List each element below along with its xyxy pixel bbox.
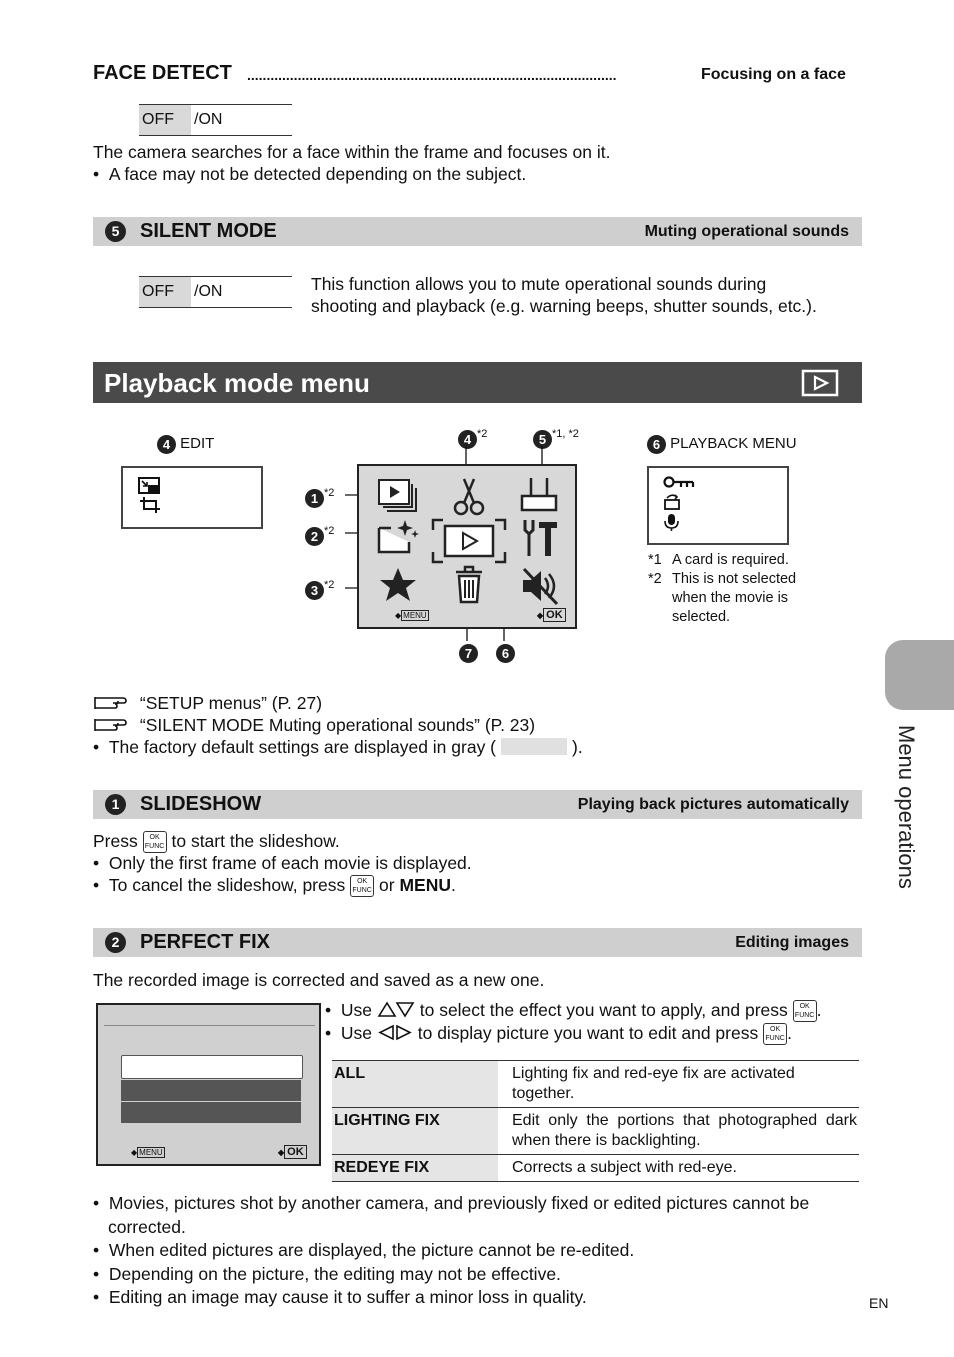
section-number: 2 [105,932,126,953]
setup-tools-icon [519,518,559,558]
table-row [332,1061,859,1108]
table-key: REDEYE FIX [332,1155,498,1182]
callout-1: 1 $^{*2}$ [305,484,334,508]
note-line: when the movie is [672,590,789,606]
table-key: LIGHTING FIX [332,1108,498,1155]
section-title: PERFECT FIX [140,931,271,953]
callout-6: 6 [496,643,515,663]
factory-default-note: • The factory default settings are displayed in gray ( ). [93,737,583,757]
slideshow-header [93,790,862,819]
section-number: 5 [105,221,126,242]
scissors-icon [452,476,486,516]
up-down-arrows-icon [377,1001,415,1018]
callout-7: 7 [459,643,478,663]
list-item: • Depending on the picture, the editing may not be effective. [93,1263,561,1284]
section-number: 1 [105,794,126,815]
perfect-fix-screen [96,1003,321,1166]
callout-5: 5 $^{*1, *2}$ [533,425,579,449]
table-key: ALL [332,1061,498,1108]
menu-back-hint: ◆ MENU [131,1148,163,1157]
note-line: selected. [672,609,731,625]
silent-mode-desc-1: This function allows you to mute operational sounds during [311,274,767,294]
ok-func-key-icon: OK FUNC [793,1000,817,1022]
face-detect-bullet: • A face may not be detected depending on the subject. [93,164,527,184]
side-tab-label: Menu operations [894,725,919,889]
erase-trash-icon [453,564,485,604]
slideshow-bullet-2: • To cancel the slideshow, press OK FUNC or MENU. [93,874,456,897]
ok-hint: ◆ OK [278,1146,307,1159]
favorite-star-icon [379,566,417,604]
section-subtitle: Playing back pictures automatically [577,796,849,813]
ok-func-key-icon: OK FUNC [350,875,374,897]
silent-mode-icon [519,566,561,606]
edit-label: 4 EDIT [157,434,214,454]
menu-back-hint: ◆ MENU [395,611,427,620]
ok-func-key-icon: OK FUNC [763,1023,787,1045]
ok-func-key-icon: OK FUNC [143,831,167,853]
playback-menu-label: 6 PLAYBACK MENU [647,434,797,454]
diagram-notes [648,551,796,627]
note-line: *1 A card is required. [648,552,789,568]
playback-menu-screen [357,464,577,629]
callout-4: 4 $^{*2}$ [458,425,487,449]
playback-submenu-box [647,466,789,545]
option-off: OFF [139,105,191,135]
table-row [332,1155,859,1182]
option-off: OFF [139,277,191,307]
list-item: • Movies, pictures shot by another camera, and previously fixed or edited pictures cannot be [93,1193,810,1213]
reference-1: “SETUP menus” (P. 27) [93,692,322,714]
option-highlight [121,1055,303,1079]
menu-key-label: MENU [399,875,451,895]
rotate-icon [663,494,683,510]
section-subtitle: Editing images [735,934,849,951]
perfect-fix-header [93,928,862,957]
print-icon [519,476,559,516]
selection-frame [431,518,507,564]
face-detect-desc: The camera searches for a face within the frame and focuses on it. [93,142,611,162]
page-section-title: Playback mode menu [104,368,370,398]
perfect-fix-icon [377,518,421,556]
gray-swatch [501,738,567,755]
reference-hand-icon [93,716,127,734]
voice-record-icon [664,513,680,531]
option-row [121,1102,301,1123]
callout-3: 3 $^{*2}$ [305,576,334,600]
screen-divider [104,1025,315,1026]
reference-2: “SILENT MODE Muting operational sounds” (P. 23) [93,714,535,736]
slideshow-bullet-1: • Only the first frame of each movie is displayed. [93,853,472,873]
slideshow-icon [377,478,421,516]
option-on: /ON [194,111,223,128]
protect-key-icon [663,475,695,489]
table-value: Lighting fix and red-eye fix are activated together. [512,1065,795,1102]
section-subtitle: Muting operational sounds [644,223,849,240]
section-title: SILENT MODE [140,220,277,242]
slideshow-press: Press OK FUNC to start the slideshow. [93,830,340,853]
table-row [332,1108,859,1155]
callout-2: 2 $^{*2}$ [305,522,334,546]
note-line: *2 This is not selected [648,571,797,587]
list-item: • When edited pictures are displayed, the picture cannot be re-edited. [93,1240,635,1260]
perfect-fix-desc: The recorded image is corrected and saved as a new one. [93,970,545,990]
ok-hint: ◆ OK [537,609,566,622]
option-on: /ON [194,283,223,300]
page-language: EN [869,1295,889,1311]
table-value: Corrects a subject with red-eye. [512,1159,737,1176]
perfect-fix-use-2: • Use to display picture you want to edit and press OK FUNC . [325,1022,792,1045]
silent-mode-desc-2: shooting and playback (e.g. warning beeps, shutter sounds, etc.). [311,296,817,316]
face-detect-subtitle: Focusing on a face [701,66,846,83]
table-value: Edit only the portions that photographed dark when there is backlighting. [512,1112,857,1149]
section-title: SLIDESHOW [140,793,262,815]
list-item: • Editing an image may cause it to suffer a minor loss in quality. [93,1287,587,1307]
perfect-fix-use-1: • Use to select the effect you want to apply, and press OK FUNC . [325,999,822,1022]
side-tab [885,640,954,710]
left-right-arrows-icon [377,1024,413,1041]
perfect-fix-notes [93,1192,809,1310]
reference-hand-icon [93,694,127,712]
face-detect-leader: ............................................................................................... [247,67,617,83]
list-item: corrected. [108,1216,186,1237]
face-detect-title: FACE DETECT [93,62,232,84]
perfect-fix-table [332,1060,859,1182]
option-row [121,1080,301,1101]
